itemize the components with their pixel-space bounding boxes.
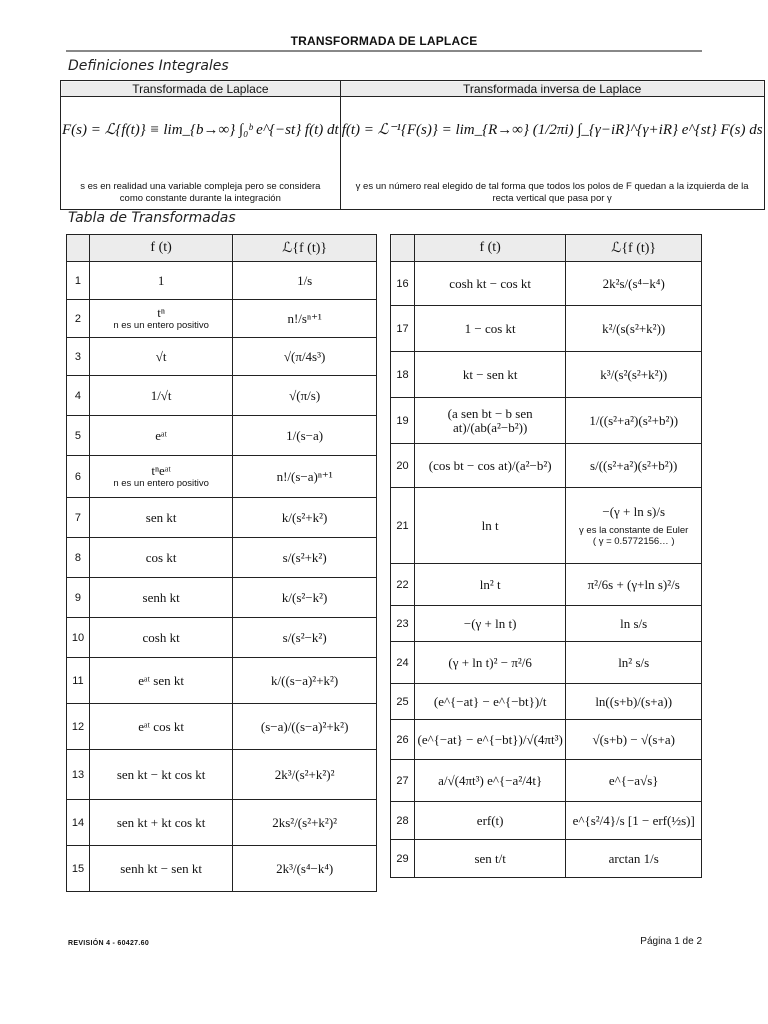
laplace-transform-cell [233, 416, 377, 456]
table-row [391, 802, 702, 840]
definitions-table [60, 80, 765, 210]
time-function-cell [89, 538, 232, 578]
laplace-transform-cell [233, 800, 377, 846]
time-function-cell [414, 684, 565, 720]
time-function-cell [89, 376, 232, 416]
header-laplace: ℒ{f (t)} [566, 235, 702, 262]
laplace-definition-cell [61, 97, 341, 210]
laplace-transform: ln s/s [620, 615, 648, 631]
time-function-cell [89, 338, 232, 376]
laplace-transform: e^{−a√s} [608, 772, 659, 788]
row-number: 3 [67, 338, 90, 376]
section-definitions-heading: Definiciones Integrales [68, 58, 229, 74]
laplace-transform-cell [233, 658, 377, 704]
laplace-transform: e^{s²/4}/s [1 − erf(½s)] [572, 812, 695, 828]
time-function-cell [89, 416, 232, 456]
laplace-transform-cell [566, 760, 702, 802]
table-row [67, 704, 377, 750]
laplace-transform: 2ks²/(s²+k²)² [272, 814, 338, 830]
laplace-transform: k/((s−a)²+k²) [271, 672, 339, 688]
time-function-cell [414, 760, 565, 802]
time-function: ln t [481, 517, 499, 533]
laplace-transform: 2k³/(s²+k²)² [274, 766, 335, 782]
laplace-transform: 2k²s/(s⁴−k⁴) [602, 275, 665, 291]
laplace-transform: arctan 1/s [608, 850, 659, 866]
time-function: (γ + ln t)² − π²/6 [448, 654, 532, 670]
function-note: n es un entero positivo [113, 320, 209, 331]
row-number: 7 [67, 498, 90, 538]
laplace-transform: (s−a)/((s−a)²+k²) [260, 718, 349, 734]
time-function: −(γ + ln t) [463, 615, 517, 631]
laplace-transform-cell [233, 846, 377, 892]
laplace-transform-cell [233, 338, 377, 376]
page-title: TRANSFORMADA DE LAPLACE [290, 34, 478, 48]
time-function-cell [414, 606, 565, 642]
table-row [67, 338, 377, 376]
laplace-transform-cell [566, 720, 702, 760]
row-number: 5 [67, 416, 90, 456]
laplace-transform-cell [233, 376, 377, 416]
time-function-cell [89, 456, 232, 498]
table-row [391, 306, 702, 352]
laplace-transform: k³/(s²(s²+k²)) [600, 366, 668, 382]
time-function: kt − sen kt [462, 366, 518, 382]
row-number: 16 [391, 262, 415, 306]
table-row [391, 720, 702, 760]
time-function-cell [414, 306, 565, 352]
time-function-cell [89, 658, 232, 704]
page-number: Página 1 de 2 [640, 936, 702, 947]
table-row [67, 300, 377, 338]
table-row [391, 760, 702, 802]
row-number: 21 [391, 488, 415, 564]
laplace-transform: √(s+b) − √(s+a) [592, 731, 675, 747]
table-row [67, 846, 377, 892]
laplace-transform-cell [233, 300, 377, 338]
title-rule [66, 50, 702, 52]
table-row [67, 750, 377, 800]
laplace-transform: ln² s/s [618, 654, 650, 670]
table-row [391, 488, 702, 564]
time-function-cell [89, 262, 232, 300]
transform-table-right [390, 234, 702, 878]
table-row [391, 352, 702, 398]
laplace-formula: F(s) = ℒ{f(t)} ≡ lim_{b→∞} ∫₀ᵇ e^{−st} f(t) dt [62, 122, 339, 138]
time-function: eᵃᵗ sen kt [138, 672, 184, 688]
laplace-transform: √(π/4s³) [283, 348, 326, 364]
time-function: √t [155, 348, 167, 364]
table-row [391, 398, 702, 444]
time-function-cell [89, 846, 232, 892]
table-row [67, 456, 377, 498]
laplace-transform-cell [566, 564, 702, 606]
section-table-heading: Tabla de Transformadas [68, 210, 236, 226]
row-number: 14 [67, 800, 90, 846]
time-function-cell [414, 802, 565, 840]
header-f: f (t) [414, 235, 565, 262]
laplace-transform-cell [566, 684, 702, 720]
laplace-transform: 1/s [297, 272, 313, 288]
laplace-transform-cell [233, 262, 377, 300]
time-function: cos kt [145, 549, 177, 565]
row-number: 27 [391, 760, 415, 802]
row-number: 8 [67, 538, 90, 578]
transform-table-left [66, 234, 377, 892]
row-number: 9 [67, 578, 90, 618]
time-function: ln² t [479, 576, 501, 592]
table-row [67, 498, 377, 538]
table-row [67, 658, 377, 704]
time-function-cell [414, 642, 565, 684]
laplace-transform: 1/((s²+a²)(s²+b²)) [589, 412, 679, 428]
time-function-cell [89, 498, 232, 538]
laplace-transform: k/(s²+k²) [281, 509, 328, 525]
laplace-transform: s/(s²−k²) [282, 629, 327, 645]
row-number: 6 [67, 456, 90, 498]
laplace-transform-cell [566, 398, 702, 444]
time-function: (a sen bt − b sen at)/(ab(a²−b²)) [447, 405, 533, 435]
time-function: (e^{−at} − e^{−bt})/√(4πt³) [417, 731, 563, 747]
laplace-transform-cell [233, 578, 377, 618]
time-function: tⁿ [157, 305, 165, 320]
laplace-transform-cell [566, 444, 702, 488]
laplace-transform-cell [233, 704, 377, 750]
header-f: f (t) [89, 235, 232, 262]
inverse-header: Transformada inversa de Laplace [340, 81, 764, 97]
header-number [67, 235, 90, 262]
row-number: 19 [391, 398, 415, 444]
table-row [67, 376, 377, 416]
time-function: (cos bt − cos at)/(a²−b²) [428, 457, 552, 473]
time-function: sen kt + kt cos kt [116, 814, 206, 830]
time-function: cosh kt [142, 629, 180, 645]
time-function-cell [89, 800, 232, 846]
time-function-cell [89, 704, 232, 750]
laplace-transform-cell [566, 488, 702, 564]
table-row [391, 564, 702, 606]
laplace-note: s es en realidad una variable compleja pero se considera como constante durante la integración [80, 181, 321, 204]
laplace-transform: k/(s²−k²) [281, 589, 328, 605]
row-number: 1 [67, 262, 90, 300]
laplace-transform-cell [233, 498, 377, 538]
table-row [391, 642, 702, 684]
laplace-transform: π²/6s + (γ+ln s)²/s [587, 576, 680, 592]
row-number: 18 [391, 352, 415, 398]
time-function-cell [89, 578, 232, 618]
row-number: 26 [391, 720, 415, 760]
laplace-transform: s/(s²+k²) [282, 549, 327, 565]
laplace-transform-cell [233, 618, 377, 658]
row-number: 24 [391, 642, 415, 684]
table-row [391, 684, 702, 720]
time-function: eᵃᵗ cos kt [138, 718, 184, 734]
laplace-transform: −(γ + ln s)/s [602, 503, 666, 519]
row-number: 29 [391, 840, 415, 878]
time-function-cell [414, 840, 565, 878]
row-number: 4 [67, 376, 90, 416]
laplace-transform-cell [566, 606, 702, 642]
time-function: eᵃᵗ [155, 427, 168, 443]
transform-note: γ es la constante de Euler [579, 524, 689, 536]
laplace-header: Transformada de Laplace [61, 81, 341, 97]
row-number: 17 [391, 306, 415, 352]
time-function: sen kt − kt cos kt [116, 766, 206, 782]
row-number: 12 [67, 704, 90, 750]
time-function-cell [414, 444, 565, 488]
time-function: sen kt [145, 509, 177, 525]
header-laplace: ℒ{f (t)} [233, 235, 377, 262]
time-function-cell [414, 262, 565, 306]
laplace-transform: 2k³/(s⁴−k⁴) [276, 860, 334, 876]
row-number: 28 [391, 802, 415, 840]
table-row [67, 578, 377, 618]
laplace-transform: n!/(s−a)ⁿ⁺¹ [276, 468, 333, 484]
time-function-cell [89, 300, 232, 338]
time-function: cosh kt − cos kt [449, 275, 532, 291]
table-row [391, 444, 702, 488]
table-row [67, 262, 377, 300]
time-function: senh kt − sen kt [120, 860, 202, 876]
table-row [67, 618, 377, 658]
row-number: 20 [391, 444, 415, 488]
time-function-cell [414, 352, 565, 398]
revision-label: REVISIÓN 4 - 60427.60 [68, 940, 150, 947]
time-function-cell [414, 720, 565, 760]
laplace-transform-cell [566, 802, 702, 840]
table-row [67, 416, 377, 456]
time-function: 1 − cos kt [464, 320, 516, 336]
time-function: 1/√t [150, 387, 172, 403]
laplace-transform-cell [566, 642, 702, 684]
row-number: 11 [67, 658, 90, 704]
laplace-transform: k²/(s(s²+k²)) [602, 320, 666, 336]
inverse-definition-cell [340, 97, 764, 210]
row-number: 22 [391, 564, 415, 606]
table-row [391, 262, 702, 306]
inverse-note: γ es un número real elegido de tal forma que todos los polos de F quedan a la izquierda de la recta vertical que pasa por γ [355, 181, 749, 204]
laplace-transform-cell [566, 262, 702, 306]
time-function: erf(t) [476, 812, 504, 828]
laplace-transform: ln((s+b)/(s+a)) [595, 693, 673, 709]
function-note: n es un entero positivo [113, 478, 209, 489]
laplace-transform-cell [566, 306, 702, 352]
header-number [391, 235, 415, 262]
time-function-cell [414, 564, 565, 606]
time-function: a/√(4πt³) e^{−a²/4t} [438, 772, 543, 788]
row-number: 2 [67, 300, 90, 338]
time-function-cell [89, 750, 232, 800]
inverse-formula: f(t) = ℒ⁻¹{F(s)} = lim_{R→∞} (1/2πi) ∫_{γ−iR}^{γ+iR} e^{st} F(s) ds [341, 122, 763, 138]
laplace-transform: n!/sⁿ⁺¹ [287, 310, 322, 326]
laplace-transform-cell [233, 456, 377, 498]
table-row [391, 840, 702, 878]
time-function: (e^{−at} − e^{−bt})/t [433, 693, 547, 709]
table-row [391, 606, 702, 642]
laplace-transform-cell [233, 750, 377, 800]
table-row [67, 538, 377, 578]
row-number: 13 [67, 750, 90, 800]
euler-constant-value: ( γ = 0.5772156… ) [592, 535, 675, 547]
time-function-cell [89, 618, 232, 658]
row-number: 15 [67, 846, 90, 892]
row-number: 23 [391, 606, 415, 642]
time-function: 1 [157, 272, 165, 288]
time-function-cell [414, 398, 565, 444]
laplace-transform-cell [233, 538, 377, 578]
time-function: senh kt [142, 589, 180, 605]
time-function: tⁿeᵃᵗ [151, 463, 171, 478]
row-number: 10 [67, 618, 90, 658]
time-function-cell [414, 488, 565, 564]
laplace-transform: √(π/s) [289, 387, 321, 403]
laplace-transform: 1/(s−a) [286, 427, 324, 443]
laplace-transform-cell [566, 352, 702, 398]
laplace-transform-cell [566, 840, 702, 878]
table-row [67, 800, 377, 846]
time-function: sen t/t [474, 850, 506, 866]
laplace-transform: s/((s²+a²)(s²+b²)) [590, 457, 678, 473]
row-number: 25 [391, 684, 415, 720]
